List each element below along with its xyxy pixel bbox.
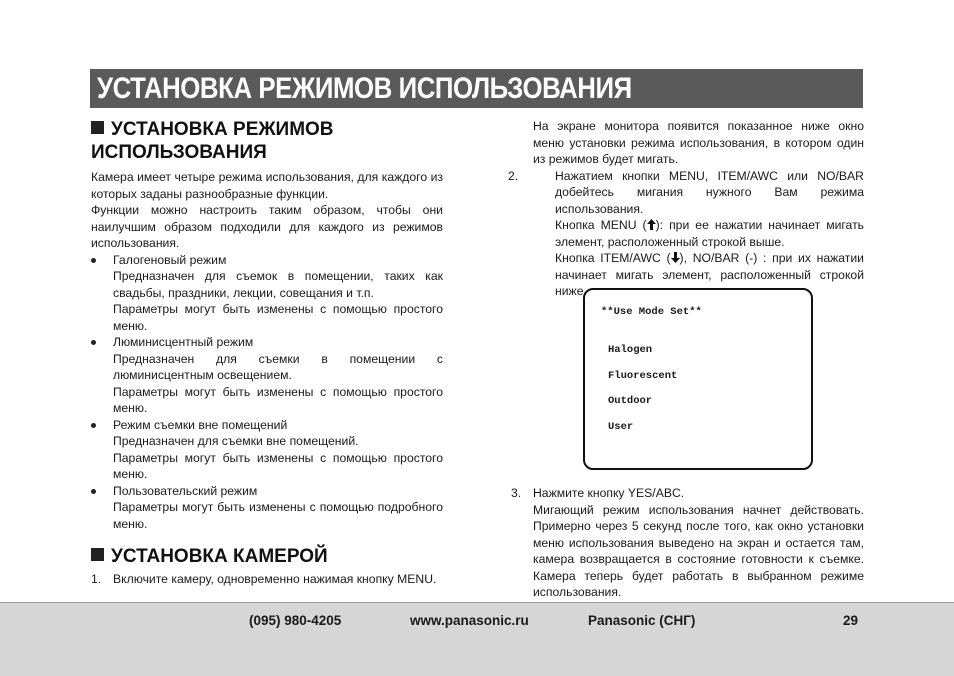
step-3: 3. Нажмите кнопку YES/ABC. Мигающий режим использования начнет действовать. Примерно через 5 секунд после того, как окно установки меню использования выведено на экран и остается там, камера возвращается в состояние готовности к съемке. Камера теперь будет работать в выбранном режиме использования. <box>511 486 864 599</box>
footer-website[interactable]: www.panasonic.ru <box>410 613 529 628</box>
right-column <box>508 118 864 300</box>
bullet-dot-icon <box>91 423 96 428</box>
page-title: УСТАНОВКА РЕЖИМОВ ИСПОЛЬЗОВАНИЯ <box>97 71 632 105</box>
square-bullet-icon <box>91 548 104 561</box>
menu-button-description: Кнопка MENU ( ): при ее нажатии начинает мигать элемент, расположенный строкой выше. <box>555 218 864 249</box>
monitor-screen <box>583 288 813 470</box>
step-1: 1. Включите камеру, одновременно нажимая кнопку MENU. <box>91 572 437 586</box>
intro-paragraph-1: Камера имеет четыре режима использования, для каждого из которых заданы разнообразные функции. <box>91 170 443 201</box>
footer-company: Panasonic (СНГ) <box>588 613 696 628</box>
intro-paragraph-2: Функции можно настроить таким образом, чтобы они наилучшим образом подходили для каждого из режимов использования. <box>91 203 443 250</box>
bullet-dot-icon <box>91 340 96 345</box>
page-title-bar <box>90 69 863 108</box>
mode-item-fluorescent: Люминисцентный режим Предназначен для съемки в помещении с люминисцентным освещением. Параметры могут быть изменены с помощью простого меню. <box>91 334 443 417</box>
mode-item-halogen: Галогеновый режим Предназначен для съемок в помещении, таких как свадьбы, праздники, лекции, совещания и т.п. Параметры могут быть изменены с помощью простого меню. <box>91 252 443 335</box>
footer-phone: (095) 980-4205 <box>249 613 342 628</box>
mode-item-user: Пользовательский режим Параметры могут быть изменены с помощью подробного меню. <box>91 483 443 533</box>
monitor-item-outdoor: Outdoor <box>608 395 653 407</box>
bullet-dot-icon <box>91 489 96 494</box>
mode-item-outdoor: Режим съемки вне помещений Предназначен для съемки вне помещений. Параметры могут быть изменены с помощью простого меню. <box>91 417 443 483</box>
item-button-description: Кнопка ITEM/AWC ( ), NO/BAR (-) : при их нажатии начинает мигать элемент, расположенный строкой ниже. <box>555 251 864 298</box>
arrow-down-icon <box>671 252 680 263</box>
square-bullet-icon <box>91 121 104 134</box>
arrow-up-icon <box>647 219 656 230</box>
bullet-dot-icon <box>91 258 96 263</box>
monitor-item-fluorescent: Fluorescent <box>608 370 678 382</box>
section-heading-camera-setup: УСТАНОВКА КАМЕРОЙ <box>91 545 443 568</box>
page-number: 29 <box>843 613 859 628</box>
step-2: 2. Нажатием кнопки MENU, ITEM/AWC или NO/BAR добейтесь мигания нужного Вам режима использования. Кнопка MENU ( ): при ее нажатии начинает мигать элемент, расположенный строкой выше. Кнопка ITEM/AWC ( ), NO/BAR (-) : при их нажатии начинает мигать элемент, расположенный строкой ниже. <box>508 168 864 298</box>
monitor-title: **Use Mode Set** <box>601 306 702 318</box>
left-column <box>91 118 443 588</box>
mode-list <box>91 252 443 533</box>
monitor-item-user: User <box>608 421 634 433</box>
page-footer <box>0 602 954 676</box>
section-heading-use-modes: УСТАНОВКА РЕЖИМОВ ИСПОЛЬЗОВАНИЯ <box>91 119 334 163</box>
monitor-item-halogen: Halogen <box>608 344 653 356</box>
step-1-continued: На экране монитора появится показанное ниже окно меню установки режима использования, в котором один из режимов будет мигать. <box>533 119 864 166</box>
